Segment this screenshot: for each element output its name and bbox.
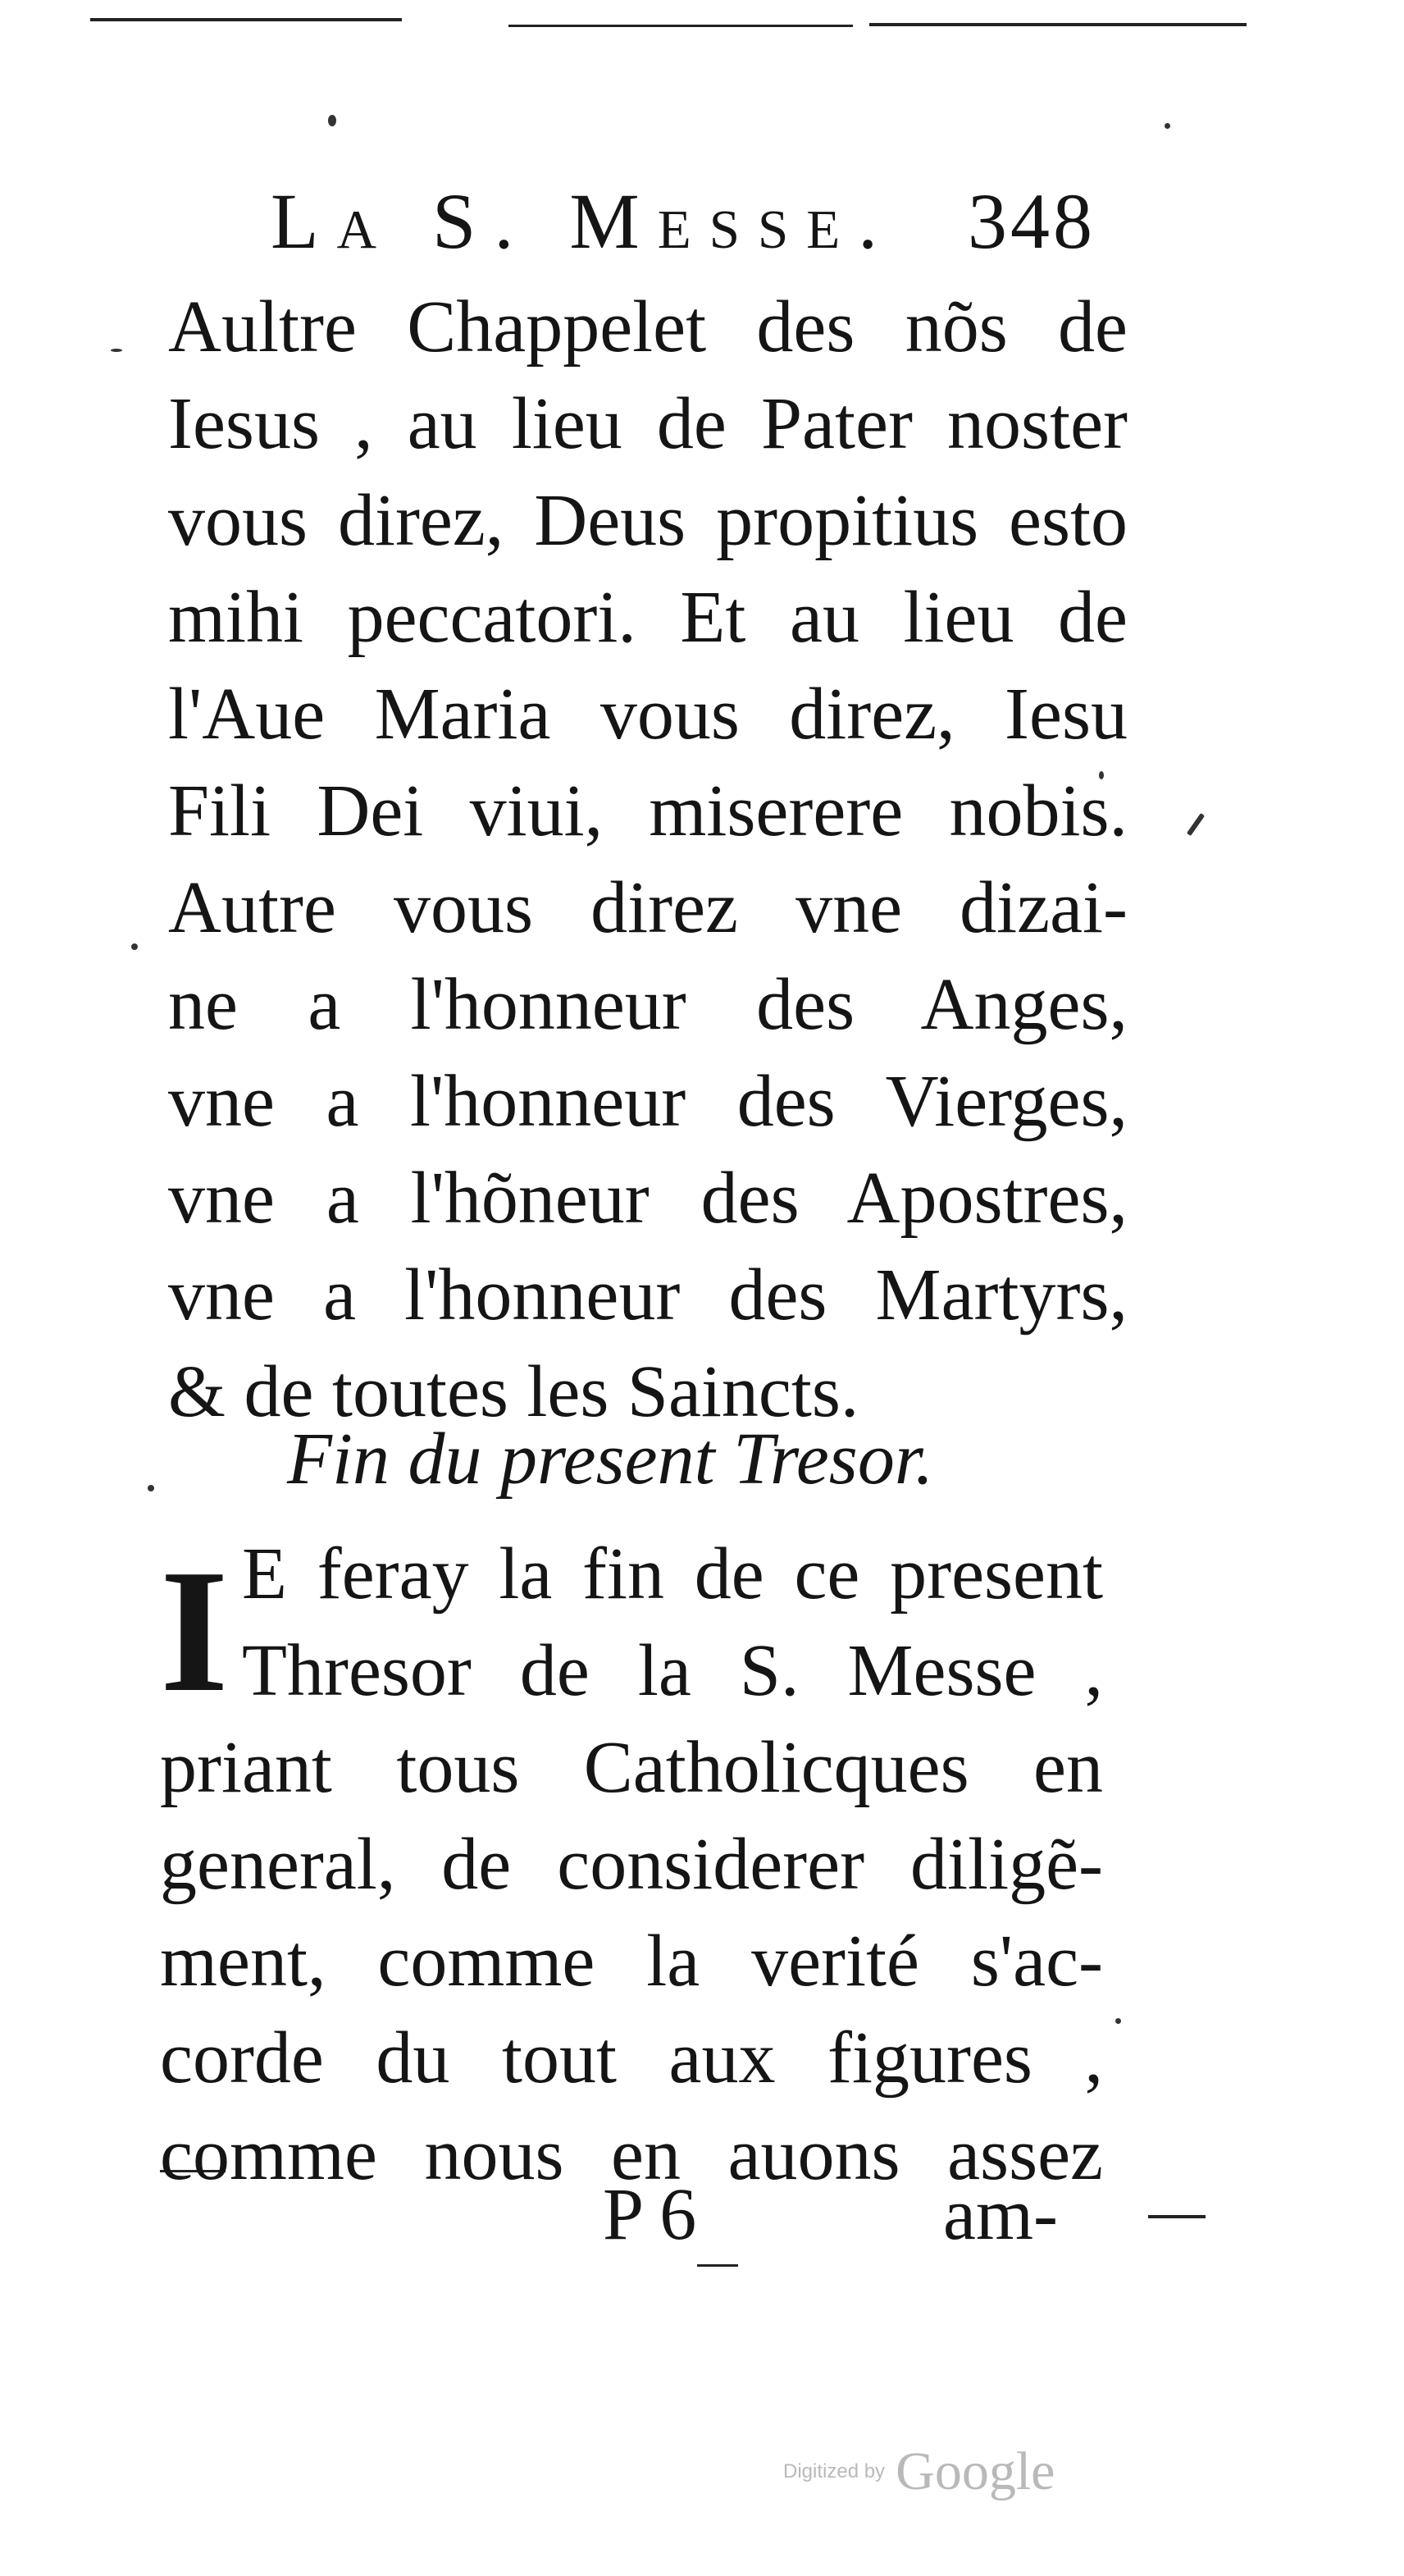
scan-dash-bottom-mid (697, 2264, 738, 2267)
text-line: corde du tout aux figures , (160, 2017, 1103, 2099)
scan-edge-top (90, 18, 402, 21)
page-number: 348 (968, 177, 1096, 265)
catchword: am- (943, 2174, 1058, 2255)
text-line: priant tous Catholicques en (160, 1727, 1103, 1808)
text-line: comme nous en auons assez (160, 2114, 1103, 2195)
text-line: l'Aue Maria vous direz, Iesu (168, 674, 1128, 755)
paragraph-chappelet (168, 279, 1128, 1441)
text-line: ment, comme la verité s'ac- (160, 1921, 1103, 2002)
scan-speck (1115, 2018, 1121, 2024)
text-line: vous direz, Deus propitius esto (168, 480, 1128, 561)
text-line: & de toutes les Saincts. (168, 1351, 859, 1432)
text-line: Fili Dei viui, miserere nobis. (168, 770, 1128, 852)
watermark-digitized-by: Digitized by (783, 2460, 886, 2482)
scan-edge-top-far (869, 23, 1247, 26)
scan-speck (1187, 813, 1205, 836)
text-line: Iesus , au lieu de Pater noster (168, 383, 1128, 464)
scan-edge-top-right (508, 25, 853, 27)
text-line: general, de considerer diligẽ- (160, 1824, 1103, 1905)
scan-speck (111, 349, 122, 352)
running-head (0, 168, 1404, 275)
text-line: Thresor de la S. Messe , (242, 1630, 1103, 1711)
section-title: Fin du present Tresor. (287, 1418, 934, 1500)
scan-speck (1165, 123, 1170, 129)
text-line: ne a l'honneur des Anges, (168, 964, 1128, 1045)
text-line: E feray la fin de ce present (242, 1533, 1103, 1615)
signature-mark: P 6 (603, 2174, 697, 2255)
google-watermark (783, 2441, 1055, 2503)
scan-speck (131, 943, 138, 950)
text-line: vne a l'honneur des Martyrs, (168, 1254, 1128, 1336)
text-line: Aultre Chappelet des nõs de (168, 286, 1128, 368)
text-line: vne a l'honneur des Vierges, (168, 1061, 1128, 1142)
running-head-title: La S. Messe. (271, 177, 896, 265)
text-line: Autre vous direz vne dizai- (168, 867, 1128, 948)
text-line: vne a l'hõneur des Apostres, (168, 1158, 1128, 1239)
footer-row (0, 2166, 1404, 2264)
scan-speck (148, 1485, 154, 1491)
text-line: mihi peccatori. Et au lieu de (168, 577, 1128, 658)
paragraph-fin (160, 1526, 1103, 2204)
google-logo: Google (896, 2441, 1055, 2501)
drop-cap: I (160, 1532, 229, 1729)
scan-speck (328, 115, 336, 126)
